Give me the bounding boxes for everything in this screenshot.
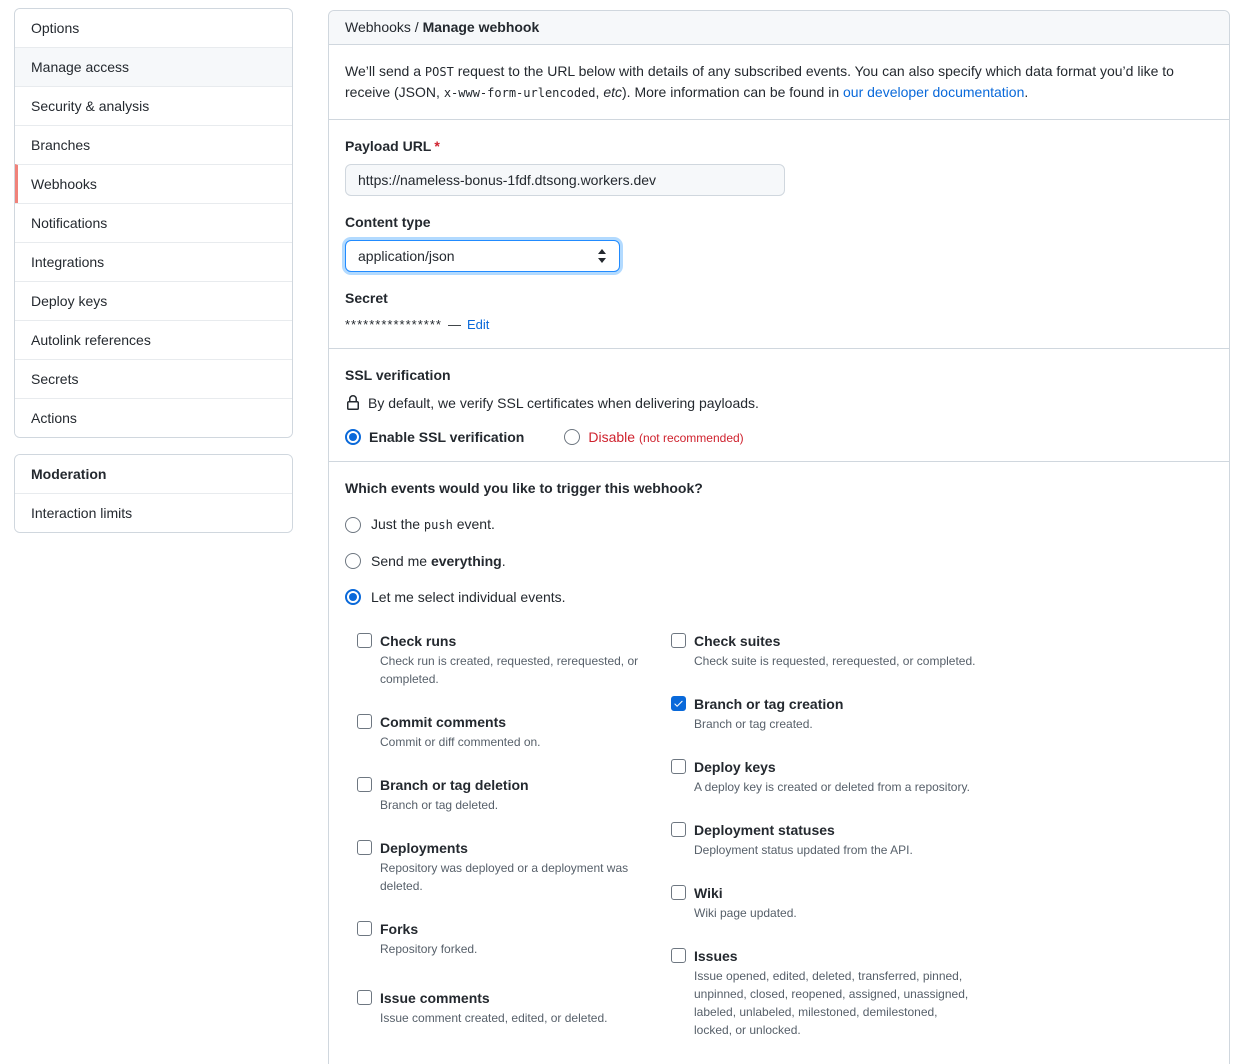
deploy-keys-checkbox[interactable] (671, 759, 686, 774)
event-title: Wiki (694, 885, 723, 901)
individual-events-radio[interactable] (345, 589, 361, 605)
event-body (380, 631, 662, 688)
event-description: Check suite is requested, rerequested, or completed. (694, 654, 976, 668)
event-option-just-push (345, 514, 1213, 535)
event-description: A deploy key is created or deleted from a repository. (694, 780, 970, 794)
check-runs-checkbox[interactable] (357, 633, 372, 648)
payload-url-label-text: Payload URL (345, 138, 432, 154)
event-description: Repository forked. (380, 942, 478, 956)
just-push-label-post: event. (452, 516, 495, 532)
issues-checkbox[interactable] (671, 948, 686, 963)
moderation-section-title: Moderation (15, 455, 292, 493)
event-body (694, 946, 976, 1039)
sidebar-item-security-analysis[interactable]: Security & analysis (15, 86, 292, 125)
event-title: Deployment statuses (694, 822, 835, 838)
disable-ssl-label-text: Disable (588, 429, 636, 445)
enable-ssl-label: Enable SSL verification (369, 429, 525, 445)
commit-comments-checkbox[interactable] (357, 714, 372, 729)
event-description: Check run is created, requested, rerequested, or completed. (380, 654, 639, 686)
sidebar-item-branches[interactable]: Branches (15, 125, 292, 164)
description-text: , (595, 84, 604, 100)
description-text: . (1024, 84, 1029, 100)
event-body (380, 919, 662, 958)
event-item-check-runs (357, 631, 671, 688)
event-item-issues (671, 946, 985, 1039)
event-item-check-suites (671, 631, 985, 670)
issue-comments-checkbox[interactable] (357, 990, 372, 1005)
disable-ssl-label (588, 429, 743, 445)
branch-tag-creation-checkbox[interactable] (671, 696, 686, 711)
event-option-everything (345, 551, 1213, 571)
send-everything-label-pre: Send me (371, 553, 431, 569)
ssl-radio-row (345, 429, 1213, 445)
urlencoded-code-text: x-www-form-urlencoded (443, 86, 596, 100)
events-column-left (357, 631, 671, 1063)
event-description: Wiki page updated. (694, 906, 797, 920)
events-section (329, 462, 1229, 1064)
event-body (380, 712, 662, 751)
event-title: Issues (694, 948, 738, 964)
event-description: Branch or tag deleted. (380, 798, 499, 812)
event-title: Check runs (380, 633, 457, 649)
breadcrumb-webhooks-link[interactable]: Webhooks (345, 19, 411, 35)
webhook-form-section (329, 120, 1229, 349)
etc-italic-text: etc (603, 84, 622, 100)
sidebar-item-actions[interactable]: Actions (15, 398, 292, 437)
check-icon (673, 698, 684, 709)
just-push-label (371, 514, 495, 535)
event-item-deploy-keys (671, 757, 985, 796)
forks-checkbox[interactable] (357, 921, 372, 936)
settings-sidebar (14, 8, 293, 533)
description-text: request to the URL below with details of any subscribed events. You can also specify which data format you’d like to receive (JSON, (345, 63, 1174, 100)
event-body (380, 775, 662, 814)
just-push-label-pre: Just the (371, 516, 424, 532)
branch-tag-deletion-checkbox[interactable] (357, 777, 372, 792)
event-title: Branch or tag deletion (380, 777, 529, 793)
sidebar-item-secrets[interactable]: Secrets (15, 359, 292, 398)
event-item-issue-comments (357, 988, 671, 1027)
sidebar-item-deploy-keys[interactable]: Deploy keys (15, 281, 292, 320)
breadcrumb-current: Manage webhook (422, 19, 540, 35)
event-description: Deployment status updated from the API. (694, 843, 913, 857)
event-item-deployment-statuses (671, 820, 985, 859)
developer-documentation-link[interactable]: our developer documentation (843, 84, 1025, 100)
event-title: Commit comments (380, 714, 507, 730)
payload-url-input[interactable] (345, 164, 785, 196)
sidebar-item-webhooks[interactable]: Webhooks (15, 164, 292, 203)
event-item-forks (357, 919, 671, 958)
breadcrumb (329, 11, 1229, 45)
ssl-info-text: By default, we verify SSL certificates when delivering payloads. (368, 395, 759, 411)
deployment-statuses-checkbox[interactable] (671, 822, 686, 837)
just-push-radio[interactable] (345, 517, 361, 533)
settings-nav-box (14, 8, 293, 438)
event-title: Check suites (694, 633, 781, 649)
sidebar-item-interaction-limits[interactable]: Interaction limits (15, 493, 292, 532)
secret-row (345, 317, 1213, 332)
event-description: Issue comment created, edited, or deleted. (380, 1011, 608, 1025)
send-everything-label (371, 551, 506, 571)
events-question: Which events would you like to trigger this webhook? (345, 480, 703, 496)
secret-masked-value: **************** (345, 317, 442, 332)
event-option-individual (345, 587, 1213, 607)
moderation-nav-box (14, 454, 293, 533)
lock-icon (345, 395, 361, 411)
disable-ssl-note: (not recommended) (638, 431, 744, 445)
event-item-branch-tag-creation (671, 694, 985, 733)
wiki-checkbox[interactable] (671, 885, 686, 900)
push-code-text: push (423, 518, 453, 532)
event-body (380, 838, 662, 895)
events-grid (357, 631, 1213, 1063)
post-code-text: POST (424, 65, 454, 79)
event-item-deployments (357, 838, 671, 895)
check-suites-checkbox[interactable] (671, 633, 686, 648)
event-description: Branch or tag created. (694, 717, 813, 731)
description-text: We’ll send a (345, 63, 425, 79)
event-title: Branch or tag creation (694, 696, 844, 712)
send-everything-label-post: . (501, 553, 506, 569)
event-description: Repository was deployed or a deployment was deleted. (380, 861, 629, 893)
event-body (694, 694, 976, 733)
event-item-commit-comments (357, 712, 671, 751)
sidebar-item-integrations[interactable]: Integrations (15, 242, 292, 281)
payload-url-label (345, 136, 1213, 156)
send-everything-radio[interactable] (345, 553, 361, 569)
webhook-description (329, 45, 1229, 120)
breadcrumb-separator: / (414, 19, 423, 35)
required-asterisk: * (434, 138, 440, 154)
event-title: Forks (380, 921, 419, 937)
enable-ssl-radio[interactable] (345, 429, 361, 445)
event-item-branch-tag-deletion (357, 775, 671, 814)
event-title: Deployments (380, 840, 468, 856)
events-column-right (671, 631, 985, 1063)
updown-caret-icon (597, 249, 607, 263)
sidebar-item-options[interactable]: Options (15, 9, 292, 47)
event-body (380, 988, 662, 1027)
event-item-wiki (671, 883, 985, 922)
secret-separator: — (447, 317, 461, 332)
event-description: Commit or diff commented on. (380, 735, 541, 749)
everything-bold-text: everything (430, 553, 502, 569)
event-description: Issue opened, edited, deleted, transferred, pinned, unpinned, closed, reopened, assigned, unassigned, labeled, unlabeled, milestoned, demilestoned, locked, or unlocked. (694, 969, 969, 1037)
event-title: Deploy keys (694, 759, 776, 775)
deployments-checkbox[interactable] (357, 840, 372, 855)
secret-edit-link[interactable]: Edit (466, 317, 490, 332)
sidebar-item-notifications[interactable]: Notifications (15, 203, 292, 242)
webhook-settings-panel (328, 10, 1230, 1064)
sidebar-item-manage-access[interactable]: Manage access (15, 47, 292, 86)
sidebar-item-autolink-references[interactable]: Autolink references (15, 320, 292, 359)
event-body (694, 631, 976, 670)
ssl-verification-section (329, 349, 1229, 462)
content-type-label: Content type (345, 214, 431, 230)
secret-label: Secret (345, 290, 388, 306)
content-type-select[interactable] (345, 240, 620, 272)
individual-events-label: Let me select individual events. (371, 589, 566, 605)
description-text: ). More information can be found in (622, 84, 844, 100)
event-title: Issue comments (380, 990, 490, 1006)
content-type-selected-value: application/json (358, 248, 455, 264)
ssl-info-row (345, 393, 1213, 413)
disable-ssl-radio[interactable] (564, 429, 580, 445)
ssl-section-title: SSL verification (345, 367, 451, 383)
event-body (694, 883, 976, 922)
event-body (694, 820, 976, 859)
event-body (694, 757, 976, 796)
